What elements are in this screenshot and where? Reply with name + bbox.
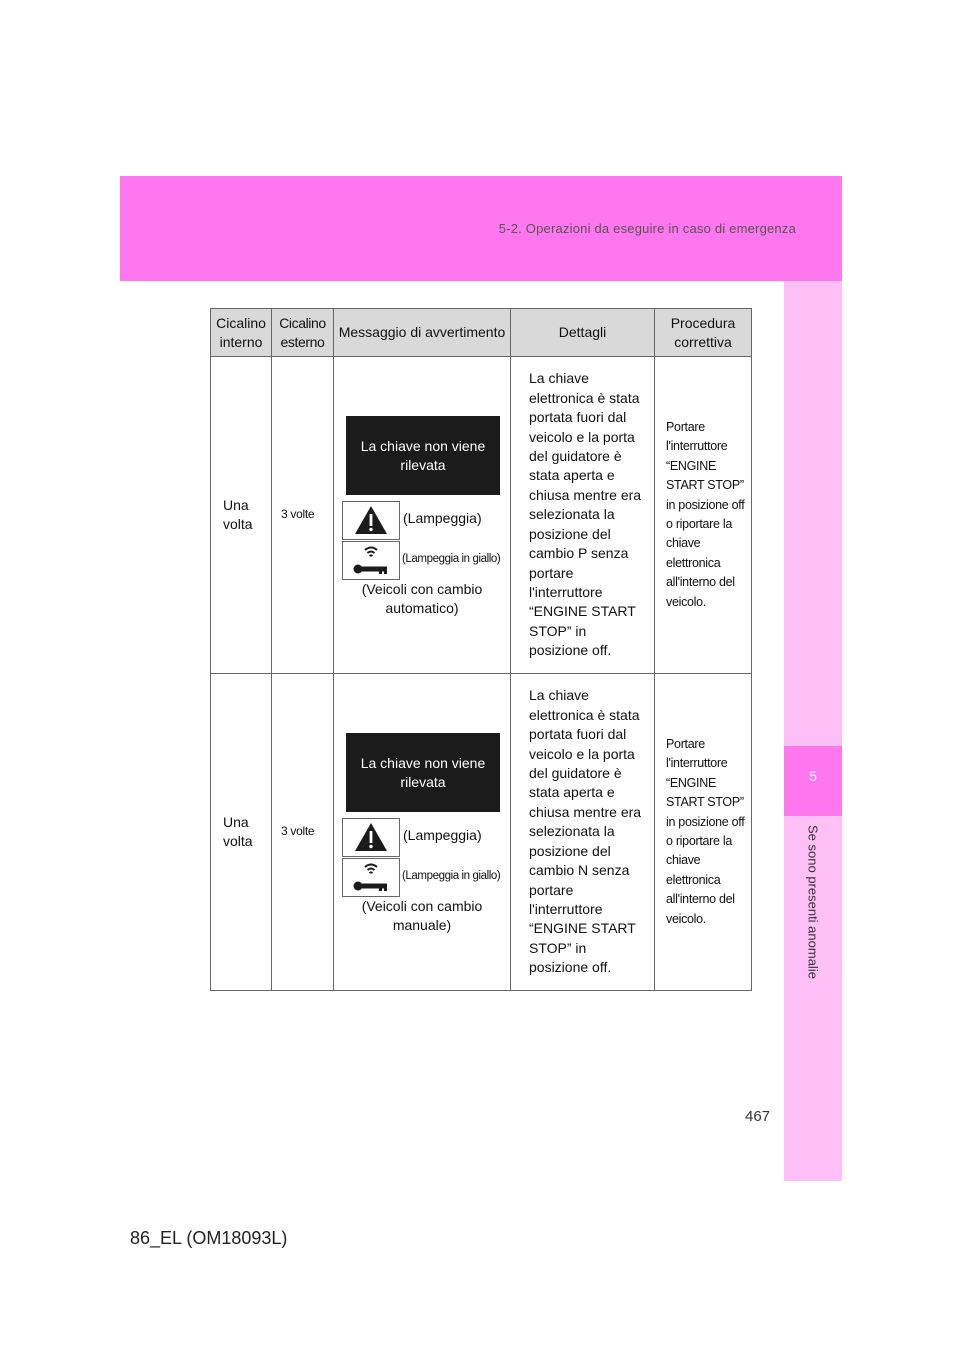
header-details: Dettagli <box>511 309 655 357</box>
inner-buzzer-cell: Una volta <box>211 357 272 674</box>
vehicle-note: (Veicoli con cambio manuale) <box>361 898 483 933</box>
procedure-cell: Portare l'interruttore “ENGINE START STOP” in posizione off o riportare la chiave elettronica all'interno del veicolo. <box>655 357 752 674</box>
smart-key-icon <box>343 859 399 896</box>
key-icon-box <box>342 541 400 580</box>
flash-yellow-label: (Lampeggia in giallo) <box>402 553 501 565</box>
chapter-tab <box>784 746 842 816</box>
smart-key-icon <box>343 542 399 579</box>
outer-buzzer-cell: 3 volte <box>272 674 334 991</box>
warning-triangle-icon <box>343 819 399 856</box>
key-icon-box <box>342 858 400 897</box>
chapter-title: Se sono presenti anomalie <box>805 825 821 979</box>
chapter-number: 5 <box>809 768 817 784</box>
section-title: 5-2. Operazioni da eseguire in caso di emergenza <box>498 221 796 236</box>
chapter-title-vertical <box>800 825 826 1000</box>
document-code: 86_EL (OM18093L) <box>130 1228 288 1248</box>
flash-label: (Lampeggia) <box>403 827 482 843</box>
warning-triangle-icon <box>343 502 399 539</box>
header-outer-buzzer: Cicalino esterno <box>272 309 334 357</box>
message-cell <box>334 357 511 674</box>
details-cell: La chiave elettronica è stata portata fuori dal veicolo e la porta del guidatore è stata aperta e chiusa mentre era selezionata la posizione del cambio N senza portare l'interruttore “ENGINE START STOP” in posizione off. <box>511 674 655 991</box>
warning-icon-box <box>342 501 400 540</box>
section-header-band <box>120 176 842 281</box>
header-inner-buzzer: Cicalino interno <box>211 309 272 357</box>
flash-yellow-label: (Lampeggia in giallo) <box>402 870 501 882</box>
page-number: 467 <box>745 1108 771 1125</box>
procedure-cell: Portare l'interruttore “ENGINE START STOP” in posizione off o riportare la chiave elettronica all'interno del veicolo. <box>655 674 752 991</box>
outer-buzzer-cell: 3 volte <box>272 357 334 674</box>
flash-label: (Lampeggia) <box>403 510 482 526</box>
inner-buzzer-cell: Una volta <box>211 674 272 991</box>
vehicle-note: (Veicoli con cambio automatico) <box>361 581 483 616</box>
warning-icon-box <box>342 818 400 857</box>
message-cell <box>334 674 511 991</box>
warning-table <box>210 308 752 991</box>
header-message: Messaggio di avvertimento <box>334 309 511 357</box>
chapter-side-strip <box>784 281 842 1181</box>
table-header-row <box>211 309 752 357</box>
table-row <box>211 357 752 674</box>
warning-message-display: La chiave non viene rilevata <box>346 416 500 495</box>
warning-message-display: La chiave non viene rilevata <box>346 733 500 812</box>
header-procedure: Procedura correttiva <box>655 309 752 357</box>
details-cell: La chiave elettronica è stata portata fuori dal veicolo e la porta del guidatore è stata aperta e chiusa mentre era selezionata la posizione del cambio P senza portare l'interruttore “ENGINE START STOP” in posizione off. <box>511 357 655 674</box>
table-row <box>211 674 752 991</box>
